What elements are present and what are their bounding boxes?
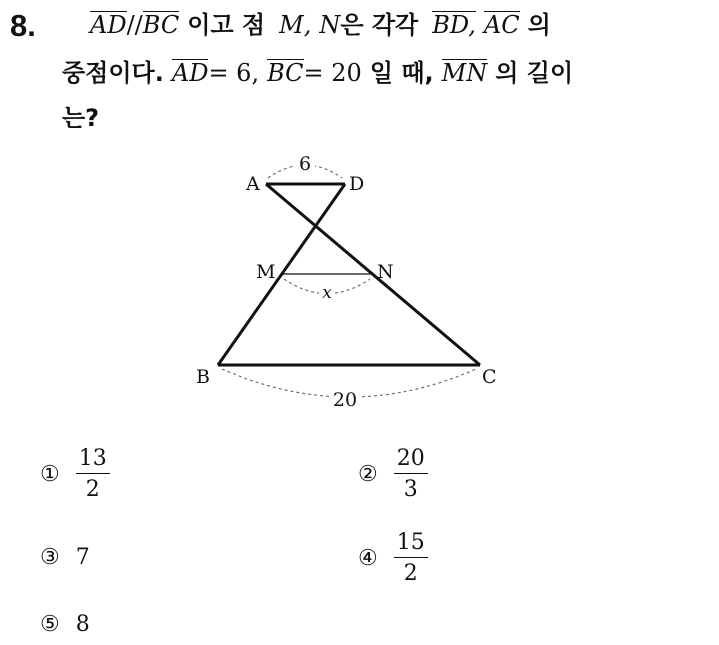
segment-ad: AD <box>90 11 127 39</box>
equals-bc: = 20 <box>303 59 362 87</box>
text-midpoint: 중점이다. <box>62 59 164 87</box>
choice-4-marker: ④ <box>358 546 378 571</box>
segment-bd: BD, <box>432 11 476 39</box>
choice-1-fraction <box>76 446 110 503</box>
point-n: N <box>319 11 341 39</box>
vertex-m-label: M <box>256 261 276 283</box>
choice-3-value: 7 <box>75 545 90 570</box>
choice-2[interactable] <box>358 446 428 503</box>
choice-2-marker: ② <box>358 462 378 487</box>
point-m: M, <box>279 11 312 39</box>
choice-1-denominator: 2 <box>85 477 100 502</box>
choice-4[interactable] <box>358 530 428 587</box>
equals-ad: = 6, <box>208 59 260 87</box>
vertex-a-label: A <box>246 173 260 195</box>
choice-4-denominator: 2 <box>403 561 418 586</box>
choice-4-numerator: 15 <box>394 530 428 558</box>
text-of: 의 <box>527 11 551 39</box>
choice-1-marker: ① <box>40 462 60 487</box>
segment-ac: AC <box>483 11 520 39</box>
segment-bc-2: BC <box>267 59 304 87</box>
segment-bc: BC <box>142 11 180 39</box>
segment-ad-2: AD <box>171 59 209 87</box>
choice-1-numerator: 13 <box>76 446 110 474</box>
choice-4-fraction <box>394 530 428 587</box>
ad-length-label: 6 <box>298 153 312 175</box>
parallel-symbol: // <box>126 11 143 39</box>
choice-3[interactable] <box>40 545 90 570</box>
segment-mn: MN <box>441 59 488 87</box>
mn-length-label: x <box>322 283 332 303</box>
vertex-b-label: B <box>196 366 210 388</box>
text-length: 의 길이 <box>495 59 574 87</box>
choice-5-value: 8 <box>75 612 90 637</box>
choice-2-fraction <box>394 446 428 503</box>
bc-length-label: 20 <box>332 389 358 411</box>
text-each: 은 각각 <box>340 11 419 39</box>
question-number: 8. <box>10 8 36 43</box>
choice-5[interactable] <box>40 612 90 637</box>
vertex-n-label: N <box>377 261 394 283</box>
choice-2-denominator: 3 <box>403 477 418 502</box>
vertex-c-label: C <box>482 366 497 388</box>
choice-2-numerator: 20 <box>394 446 428 474</box>
vertex-d-label: D <box>349 173 365 195</box>
text-and-point: 이고 점 <box>187 11 266 39</box>
choice-1[interactable] <box>40 446 110 503</box>
text-is: 는? <box>62 104 100 132</box>
choice-3-marker: ③ <box>40 545 60 570</box>
text-when: 일 때, <box>369 59 434 87</box>
choice-5-marker: ⑤ <box>40 612 60 637</box>
